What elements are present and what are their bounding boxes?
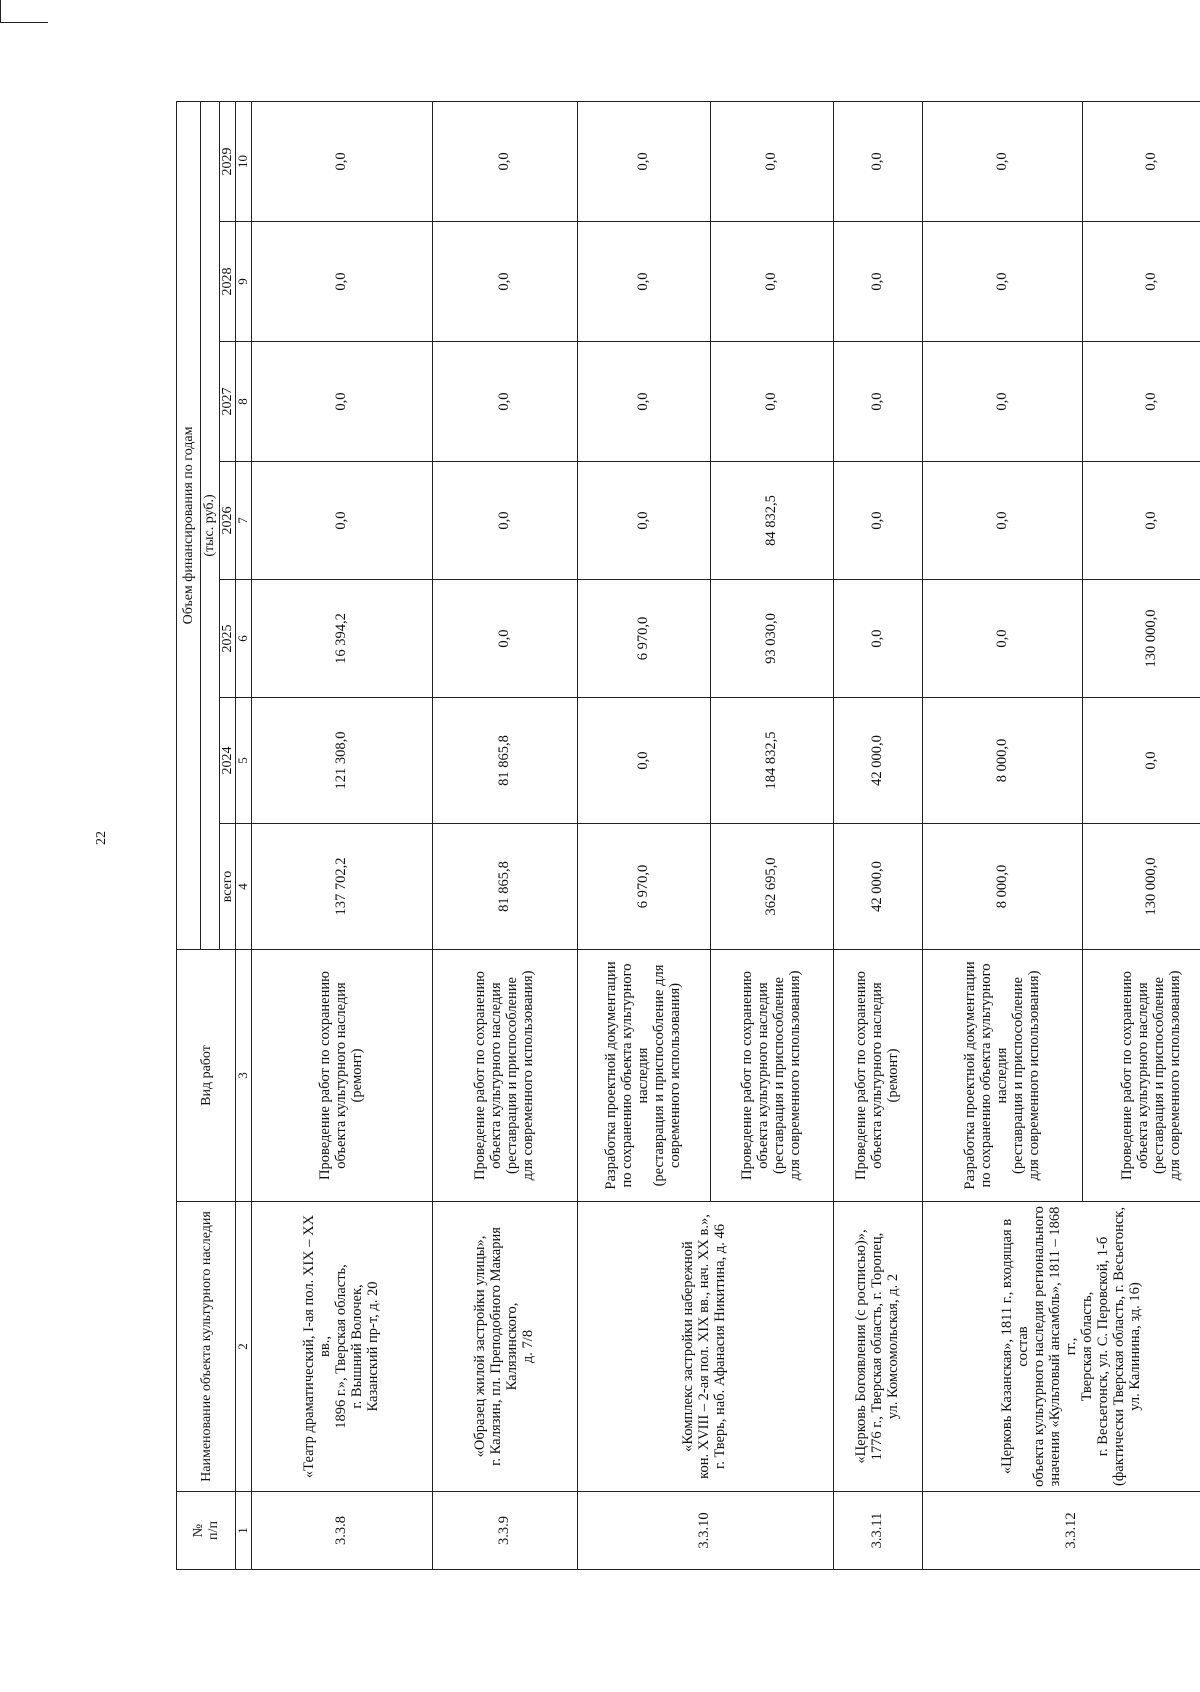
value-total: 362 695,0 bbox=[711, 824, 834, 950]
value-year: 0,0 bbox=[711, 342, 834, 462]
value-year: 0,0 bbox=[923, 342, 1083, 462]
column-number: 10 bbox=[236, 101, 251, 221]
scan-edge-line bbox=[0, 0, 1, 22]
value-year: 81 865,8 bbox=[432, 698, 577, 824]
value-total: 6 970,0 bbox=[577, 824, 710, 950]
work-type: Проведение работ по сохранению объекта культурного наследия (реставрация и приспособление для современного использования) bbox=[432, 950, 577, 1202]
table-row bbox=[833, 101, 923, 1569]
value-total: 42 000,0 bbox=[833, 824, 923, 950]
column-number: 9 bbox=[236, 222, 251, 342]
value-year: 0,0 bbox=[251, 101, 432, 221]
column-number: 8 bbox=[236, 342, 251, 462]
header-total: всего bbox=[220, 824, 236, 950]
value-year: 0,0 bbox=[1083, 101, 1200, 221]
page-number: 22 bbox=[94, 831, 109, 845]
object-name: «Церковь Казанская», 1811 г., входящая в состав объекта культурного наследия регионального значения «Культовый ансамбль», 1811 – 1868 гг., Тверская область, г. Весьегонск, ул. С. Перовской, 1-б (фактически Тверская область, г. Весьегонск, ул. Калинина, зд. 16) bbox=[923, 1202, 1200, 1492]
work-type: Проведение работ по сохранению объекта культурного наследия (реставрация и приспособление для современного использования) bbox=[1083, 950, 1200, 1202]
table-row bbox=[432, 101, 577, 1569]
value-year: 0,0 bbox=[1083, 342, 1200, 462]
header-year: 2028 bbox=[220, 222, 236, 342]
object-name: «Церковь Богоявления (с росписью)», 1776 г., Тверская область, г. Торопец, ул. Комсомольская, д. 2 bbox=[833, 1202, 923, 1492]
value-year: 0,0 bbox=[432, 222, 577, 342]
funding-table bbox=[176, 101, 1200, 1570]
work-type: Проведение работ по сохранению объекта культурного наследия (ремонт) bbox=[833, 950, 923, 1202]
value-year: 42 000,0 bbox=[833, 698, 923, 824]
header-number: № п/п bbox=[177, 1492, 236, 1570]
work-type: Проведение работ по сохранению объекта культурного наследия (ремонт) bbox=[251, 950, 432, 1202]
value-year: 0,0 bbox=[833, 222, 923, 342]
value-year: 0,0 bbox=[577, 222, 710, 342]
value-year: 0,0 bbox=[711, 101, 834, 221]
value-year: 93 030,0 bbox=[711, 580, 834, 698]
value-year: 0,0 bbox=[432, 342, 577, 462]
value-year: 0,0 bbox=[432, 462, 577, 580]
column-number: 2 bbox=[236, 1202, 251, 1492]
value-year: 0,0 bbox=[432, 580, 577, 698]
value-year: 84 832,5 bbox=[711, 462, 834, 580]
value-year: 0,0 bbox=[923, 222, 1083, 342]
value-year: 0,0 bbox=[577, 342, 710, 462]
value-year: 0,0 bbox=[251, 222, 432, 342]
value-year: 0,0 bbox=[577, 462, 710, 580]
value-year: 8 000,0 bbox=[923, 698, 1083, 824]
object-name: «Театр драматический, I-ая пол. XIX – XX вв., 1896 г.», Тверская область, г. Вышний Волочек, Казанский пр-т, д. 20 bbox=[251, 1202, 432, 1492]
work-type: Разработка проектной документации по сохранению объекта культурного наследия (реставрация и приспособление для современного использования) bbox=[577, 950, 710, 1202]
header-year: 2024 bbox=[220, 698, 236, 824]
header-unit: (тыс. руб.) bbox=[201, 101, 220, 949]
value-year: 0,0 bbox=[577, 698, 710, 824]
object-name: «Образец жилой застройки улицы», г. Калязин, пл. Преподобного Макария Калязинского, д. 7/8 bbox=[432, 1202, 577, 1492]
header-object-name: Наименование объекта культурного наследия bbox=[177, 1202, 236, 1492]
value-year: 0,0 bbox=[923, 580, 1083, 698]
value-year: 0,0 bbox=[577, 101, 710, 221]
rotated-table-container bbox=[176, 102, 1200, 1570]
value-year: 0,0 bbox=[251, 462, 432, 580]
value-total: 81 865,8 bbox=[432, 824, 577, 950]
value-year: 184 832,5 bbox=[711, 698, 834, 824]
value-year: 0,0 bbox=[833, 101, 923, 221]
value-total: 137 702,2 bbox=[251, 824, 432, 950]
header-year: 2029 bbox=[220, 101, 236, 221]
work-type: Разработка проектной документации по сохранению объекта культурного наследия (реставрация и приспособление для современного использования) bbox=[923, 950, 1083, 1202]
column-number: 1 bbox=[236, 1492, 251, 1570]
row-number: 3.3.9 bbox=[432, 1492, 577, 1570]
row-number: 3.3.11 bbox=[833, 1492, 923, 1570]
value-year: 0,0 bbox=[833, 462, 923, 580]
table-row bbox=[577, 101, 710, 1569]
table-row bbox=[923, 101, 1083, 1569]
value-year: 0,0 bbox=[1083, 698, 1200, 824]
scan-edge-line bbox=[0, 22, 48, 23]
header-year: 2026 bbox=[220, 462, 236, 580]
value-year: 0,0 bbox=[432, 101, 577, 221]
column-number: 4 bbox=[236, 824, 251, 950]
value-total: 130 000,0 bbox=[1083, 824, 1200, 950]
header-year: 2025 bbox=[220, 580, 236, 698]
value-total: 8 000,0 bbox=[923, 824, 1083, 950]
row-number: 3.3.10 bbox=[577, 1492, 833, 1570]
value-year: 0,0 bbox=[833, 580, 923, 698]
header-year: 2027 bbox=[220, 342, 236, 462]
header-funding: Объем финансирования по годам bbox=[177, 101, 201, 949]
object-name: «Комплекс застройки набережной кон. XVIII – 2-ая пол. XIX вв., нач. XX в.», г. Тверь, наб. Афанасия Никитина, д. 46 bbox=[577, 1202, 833, 1492]
row-number: 3.3.8 bbox=[251, 1492, 432, 1570]
value-year: 0,0 bbox=[251, 342, 432, 462]
row-number: 3.3.12 bbox=[923, 1492, 1200, 1570]
table-row bbox=[251, 101, 432, 1569]
work-type: Проведение работ по сохранению объекта культурного наследия (реставрация и приспособление для современного использования) bbox=[711, 950, 834, 1202]
value-year: 121 308,0 bbox=[251, 698, 432, 824]
value-year: 0,0 bbox=[923, 101, 1083, 221]
column-number: 3 bbox=[236, 950, 251, 1202]
value-year: 0,0 bbox=[1083, 222, 1200, 342]
header-work-type: Вид работ bbox=[177, 950, 236, 1202]
value-year: 0,0 bbox=[923, 462, 1083, 580]
value-year: 0,0 bbox=[711, 222, 834, 342]
column-number: 7 bbox=[236, 462, 251, 580]
value-year: 0,0 bbox=[833, 342, 923, 462]
value-year: 0,0 bbox=[1083, 462, 1200, 580]
column-number: 6 bbox=[236, 580, 251, 698]
value-year: 6 970,0 bbox=[577, 580, 710, 698]
column-number: 5 bbox=[236, 698, 251, 824]
value-year: 130 000,0 bbox=[1083, 580, 1200, 698]
value-year: 16 394,2 bbox=[251, 580, 432, 698]
